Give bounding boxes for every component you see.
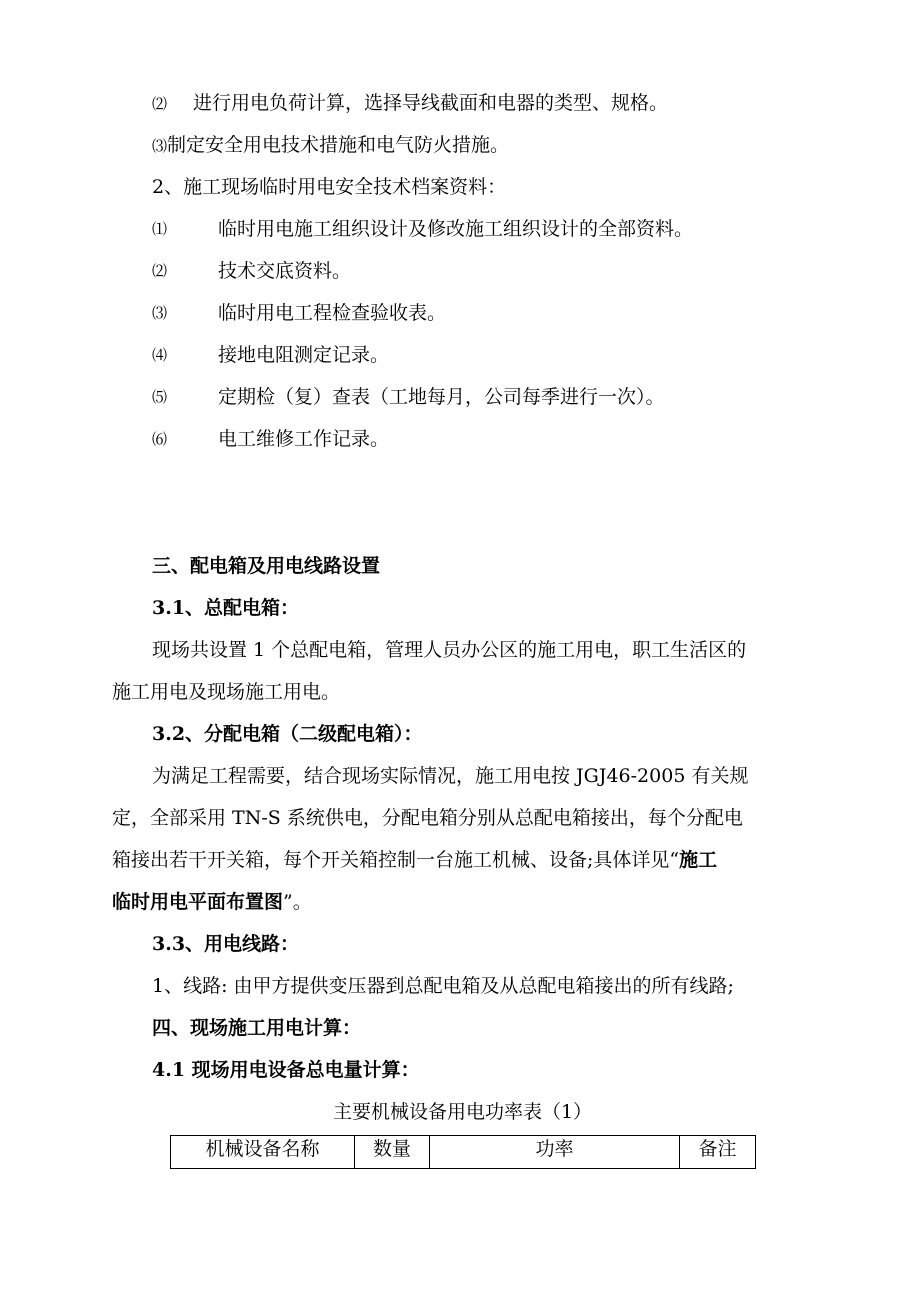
list-number: ⑴ (152, 220, 168, 238)
list-item (0, 341, 920, 369)
equipment-power-table (170, 1135, 756, 1169)
subheading: 2、施工现场临时用电安全技术档案资料： (152, 176, 507, 198)
section-title: 四、现场施工用电计算： (152, 1017, 362, 1039)
paragraph-line: 为满足工程需要，结合现场实际情况，施工用电按 JGJ46-2005 有关规 (152, 765, 749, 787)
table-caption: 主要机械设备用电功率表（1） (332, 1101, 593, 1123)
paragraph-line: 1、线路: 由甲方提供变压器到总配电箱及从总配电箱接出的所有线路; (152, 975, 734, 997)
list-number: ⑹ (152, 430, 168, 448)
list-number: ⑶ (152, 137, 168, 155)
list-item (0, 299, 920, 327)
list-text: 技术交底资料。 (218, 260, 352, 282)
section-title: 3.2、分配电箱（二级配电箱）： (152, 723, 423, 745)
section-title: 4.1 现场用电设备总电量计算： (152, 1059, 420, 1081)
table-header-cell: 数量 (355, 1136, 430, 1169)
section-title: 3.1、总配电箱： (152, 597, 300, 619)
list-number: ⑸ (152, 388, 168, 406)
paragraph-line: 施工用电及现场施工用电。 (112, 681, 341, 703)
list-text: 接地电阻测定记录。 (218, 344, 390, 366)
paragraph-line (112, 846, 717, 874)
list-item (0, 425, 920, 453)
paragraph-line: 现场共设置 1 个总配电箱，管理人员办公区的施工用电，职工生活区的 (152, 639, 747, 661)
paragraph-text: ”。 (283, 891, 312, 913)
paragraph-line: 定，全部采用 TN-S 系统供电，分配电箱分别从总配电箱接出，每个分配电 (112, 807, 743, 829)
section-title: 3.3、用电线路： (152, 933, 300, 955)
table-header-cell: 功率 (430, 1136, 680, 1169)
list-number: ⑷ (152, 346, 168, 364)
table-header-cell: 机械设备名称 (171, 1136, 355, 1169)
list-text: 进行用电负荷计算，选择导线截面和电器的类型、规格。 (193, 92, 669, 114)
list-item (0, 257, 920, 285)
list-text: 临时用电工程检查验收表。 (218, 302, 447, 324)
list-text: 定期检（复）查表（工地每月，公司每季进行一次）。 (218, 386, 665, 408)
list-item (152, 89, 668, 117)
table-header-cell: 备注 (680, 1136, 756, 1169)
paragraph-line (112, 888, 312, 916)
list-text: 电工维修工作记录。 (218, 428, 390, 450)
list-item (152, 131, 509, 159)
list-text: 制定安全用电技术措施和电气防火措施。 (167, 134, 510, 156)
list-number: ⑶ (152, 304, 168, 322)
table-header-row (171, 1136, 756, 1169)
emphasis-text: 施工 (679, 849, 718, 871)
list-number: ⑵ (152, 95, 168, 113)
paragraph-text: 箱接出若干开关箱，每个开关箱控制一台施工机械、设备;具体详见“ (112, 849, 680, 871)
list-text: 临时用电施工组织设计及修改施工组织设计的全部资料。 (218, 218, 694, 240)
list-item (0, 383, 920, 411)
section-title: 三、配电箱及用电线路设置 (152, 555, 381, 577)
list-number: ⑵ (152, 262, 168, 280)
emphasis-text: 临时用电平面布置图 (112, 891, 284, 913)
list-item (0, 215, 920, 243)
